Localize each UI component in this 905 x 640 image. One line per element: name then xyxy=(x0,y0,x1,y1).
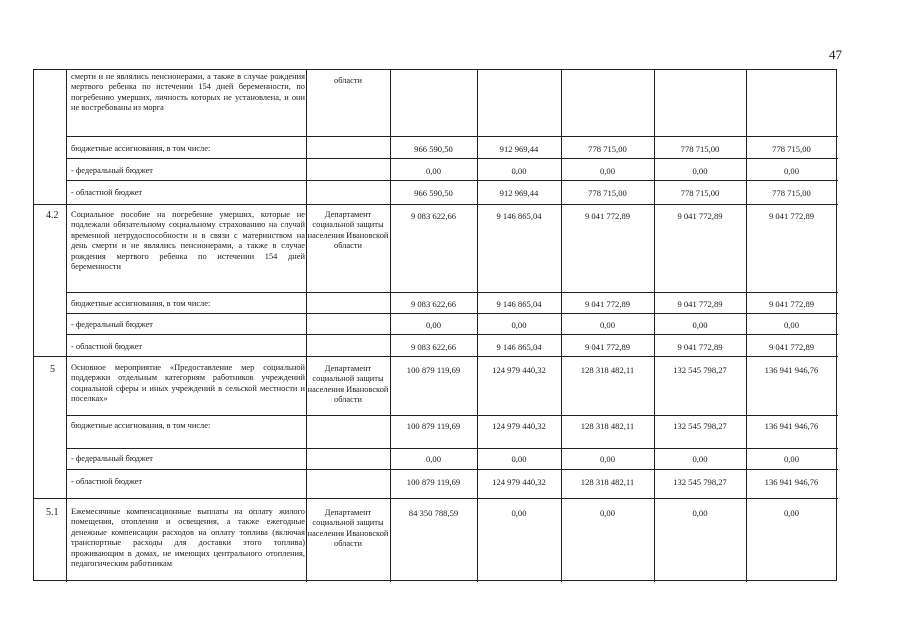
block5-main-value-2: 124 979 440,32 xyxy=(492,365,546,375)
block0-description: смерти и не являлись пенсионерами, а также в случае рождения мертвого ребенка по истечении 154 дней беременности, по погребению умерших, личность которых не установлена, и они не востребованы из морга xyxy=(71,72,305,113)
block5-federal-value-2: 0,00 xyxy=(511,454,527,464)
block5-department: Департамент социальной защиты населения Ивановской области xyxy=(307,364,389,405)
block0-department: области xyxy=(334,76,362,85)
block42-main-value-3: 9 041 772,89 xyxy=(584,211,631,221)
block0-budget-value-3: 778 715,00 xyxy=(588,144,627,154)
block42-regional-value-2: 9 146 865,04 xyxy=(496,342,542,352)
block0-budget-value-5: 778 715,00 xyxy=(772,144,811,154)
block5-regional-value-5: 136 941 946,76 xyxy=(764,477,819,487)
block0-regional-value-2: 912 969,44 xyxy=(499,188,539,198)
block5-row-regional-label: - областной бюджет xyxy=(71,477,143,486)
block0-federal-value-4: 0,00 xyxy=(692,166,708,176)
block42-budget-value-3: 9 041 772,89 xyxy=(584,299,631,309)
block42-row-budget-label: бюджетные ассигнования, в том числе: xyxy=(71,299,211,308)
block42-federal-value-2: 0,00 xyxy=(511,320,527,330)
block5-main-value-1: 100 879 119,69 xyxy=(406,365,461,375)
block0-regional-value-4: 778 715,00 xyxy=(680,188,720,198)
block5-budget-value-1: 100 879 119,69 xyxy=(406,421,461,431)
block42-budget-value-4: 9 041 772,89 xyxy=(677,299,723,309)
block42-description: Социальное пособие на погребение умерших, которые не подлежали обязательному социальному страхованию на случай временной нетрудоспособности и в связи с материнством на день смерти и не являлись пенсионерами, а также в случае рождения мертвого ребенка по истечении 154 дней беременности xyxy=(71,210,305,272)
block5-row-federal-label: - федеральный бюджет xyxy=(71,454,153,463)
block0-row-budget-label: бюджетные ассигнования, в том числе: xyxy=(71,144,211,153)
block5-main-value-5: 136 941 946,76 xyxy=(764,365,819,375)
block42-main-value-1: 9 083 622,66 xyxy=(410,211,457,221)
block5-federal-value-5: 0,00 xyxy=(783,454,800,464)
block5-budget-value-2: 124 979 440,32 xyxy=(492,421,546,431)
block5-regional-value-3: 128 318 482,11 xyxy=(580,477,635,487)
block5-regional-value-2: 124 979 440,32 xyxy=(492,477,546,487)
block0-regional-value-5: 778 715,00 xyxy=(772,188,811,198)
block0-federal-value-2: 0,00 xyxy=(511,166,527,176)
block42-regional-value-1: 9 083 622,66 xyxy=(410,342,457,352)
block42-regional-value-4: 9 041 772,89 xyxy=(677,342,723,352)
block42-row-federal-label: - федеральный бюджет xyxy=(71,320,153,329)
block0-regional-value-3: 778 715,00 xyxy=(588,188,627,198)
block51-main-value-2: 0,00 xyxy=(511,508,527,518)
block0-federal-value-5: 0,00 xyxy=(783,166,800,176)
block5-main-value-4: 132 545 798,27 xyxy=(673,365,727,375)
block0-federal-value-1: 0,00 xyxy=(425,166,442,176)
block42-department: Департамент социальной защиты населения Ивановской области xyxy=(307,210,389,251)
block0-row-federal-label: - федеральный бюджет xyxy=(71,166,153,175)
block42-regional-value-5: 9 041 772,89 xyxy=(768,342,815,352)
block51-main-value-5: 0,00 xyxy=(783,508,800,518)
block42-budget-value-1: 9 083 622,66 xyxy=(410,299,457,309)
block5-federal-value-4: 0,00 xyxy=(692,454,708,464)
block0-budget-value-1: 966 590,50 xyxy=(414,144,453,154)
block51-number: 5.1 xyxy=(46,507,59,518)
block42-budget-value-2: 9 146 865,04 xyxy=(496,299,542,309)
block0-federal-value-3: 0,00 xyxy=(599,166,616,176)
block42-main-value-2: 9 146 865,04 xyxy=(496,211,542,221)
block0-regional-value-1: 966 590,50 xyxy=(414,188,453,198)
block5-budget-value-3: 128 318 482,11 xyxy=(580,421,635,431)
block51-main-value-4: 0,00 xyxy=(692,508,708,518)
block5-number: 5 xyxy=(50,364,55,375)
block42-budget-value-5: 9 041 772,89 xyxy=(768,299,815,309)
block0-budget-value-4: 778 715,00 xyxy=(680,144,720,154)
block5-budget-value-4: 132 545 798,27 xyxy=(673,421,727,431)
block0-row-regional-label: - областной бюджет xyxy=(71,188,143,197)
block42-main-value-5: 9 041 772,89 xyxy=(768,211,815,221)
block5-description: Основное мероприятие «Предоставление мер социальной поддержки отдельным категориям работников учреждений социальной сферы и иных учреждений в сельской местности и поселках» xyxy=(71,363,305,404)
block42-federal-value-5: 0,00 xyxy=(783,320,800,330)
block42-main-value-4: 9 041 772,89 xyxy=(677,211,723,221)
block42-row-regional-label: - областной бюджет xyxy=(71,342,143,351)
block42-federal-value-3: 0,00 xyxy=(599,320,616,330)
block42-federal-value-1: 0,00 xyxy=(425,320,442,330)
block42-number: 4.2 xyxy=(46,210,59,221)
block51-main-value-3: 0,00 xyxy=(599,508,616,518)
block42-regional-value-3: 9 041 772,89 xyxy=(584,342,631,352)
block5-row-budget-label: бюджетные ассигнования, в том числе: xyxy=(71,421,211,430)
block0-budget-value-2: 912 969,44 xyxy=(499,144,539,154)
block51-description: Ежемесячные компенсационные выплаты на оплату жилого помещения, отопления и освещения, а также ежегодные денежные компенсации расходов на оплату топлива (включая транспортные расходы для доставки этого топлива) проживающим в домах, не имеющих центрального отопления, педагогическим работникам xyxy=(71,507,305,569)
block5-budget-value-5: 136 941 946,76 xyxy=(764,421,819,431)
block5-regional-value-4: 132 545 798,27 xyxy=(673,477,727,487)
block5-main-value-3: 128 318 482,11 xyxy=(580,365,635,375)
block5-federal-value-1: 0,00 xyxy=(425,454,442,464)
block5-federal-value-3: 0,00 xyxy=(599,454,616,464)
block51-main-value-1: 84 350 788,59 xyxy=(408,508,459,518)
block51-department: Департамент социальной защиты населения Ивановской области xyxy=(307,508,389,549)
block42-federal-value-4: 0,00 xyxy=(692,320,708,330)
page-number: 47 xyxy=(829,47,842,62)
block5-regional-value-1: 100 879 119,69 xyxy=(406,477,461,487)
